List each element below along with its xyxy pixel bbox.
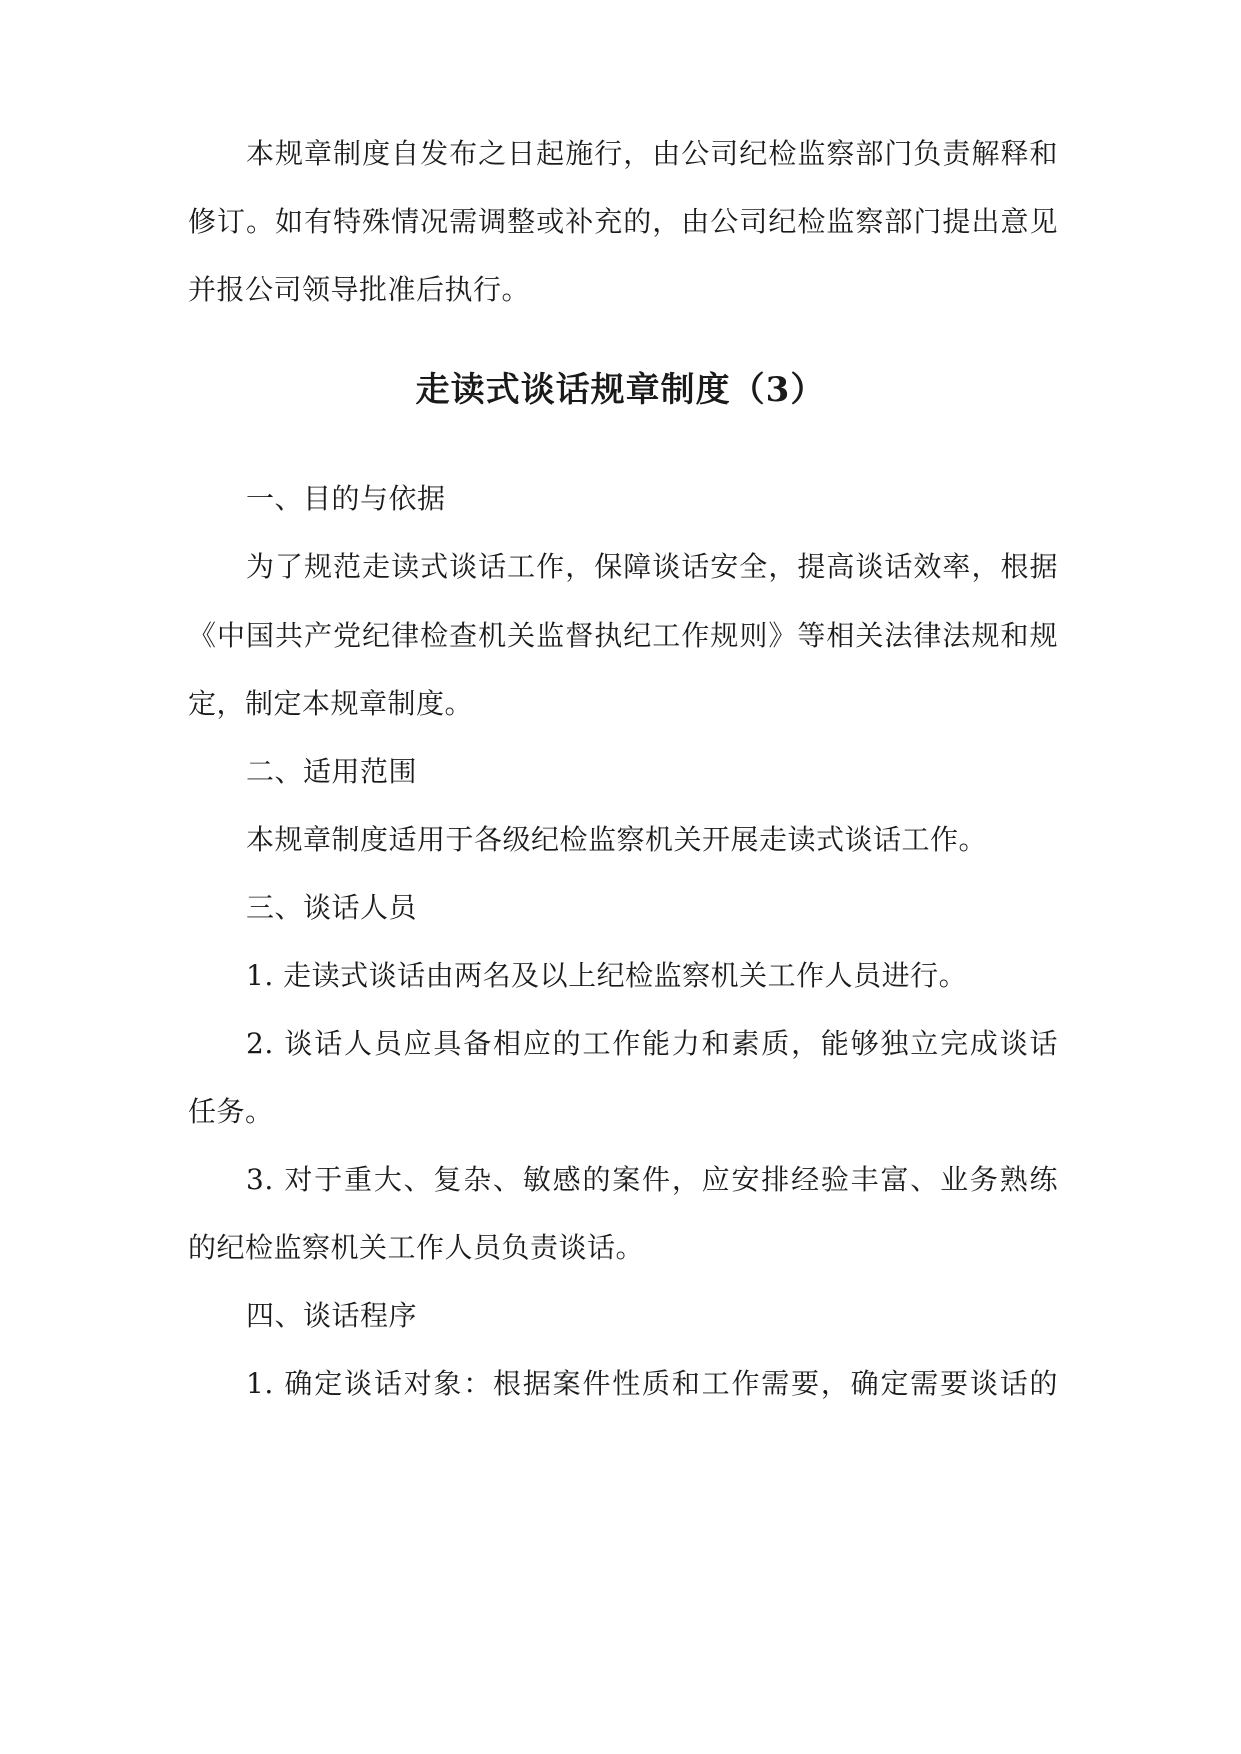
list-item-continuation: 的纪检监察机关工作人员负责谈话。 — [188, 1231, 645, 1264]
list-item: 1. 走读式谈话由两名及以上纪检监察机关工作人员进行。 — [246, 959, 968, 992]
document-title: 走读式谈话规章制度（3） — [415, 370, 826, 410]
paragraph-line: 本规章制度自发布之日起施行，由公司纪检监察部门负责解释和 — [246, 137, 1058, 170]
list-item: 1. 确定谈话对象：根据案件性质和工作需要，确定需要谈话的 — [246, 1367, 1058, 1400]
paragraph-line: 为了规范走读式谈话工作，保障谈话安全，提高谈话效率，根据 — [246, 550, 1058, 583]
paragraph-line: 本规章制度适用于各级纪检监察机关开展走读式谈话工作。 — [246, 823, 988, 856]
paragraph-line: 并报公司领导批准后执行。 — [188, 273, 531, 306]
list-item: 3. 对于重大、复杂、敏感的案件，应安排经验丰富、业务熟练 — [246, 1163, 1058, 1196]
section-heading: 四、谈话程序 — [246, 1299, 418, 1332]
list-item: 2. 谈话人员应具备相应的工作能力和素质，能够独立完成谈话 — [246, 1027, 1058, 1060]
paragraph-line: 定，制定本规章制度。 — [188, 687, 474, 720]
section-heading: 二、适用范围 — [246, 755, 418, 788]
paragraph-line: 修订。如有特殊情况需调整或补充的，由公司纪检监察部门提出意见 — [188, 205, 1058, 238]
list-item-continuation: 任务。 — [188, 1095, 274, 1128]
section-heading: 一、目的与依据 — [246, 482, 446, 515]
paragraph-line: 《中国共产党纪律检查机关监督执纪工作规则》等相关法律法规和规 — [188, 619, 1058, 652]
section-heading: 三、谈话人员 — [246, 891, 418, 924]
